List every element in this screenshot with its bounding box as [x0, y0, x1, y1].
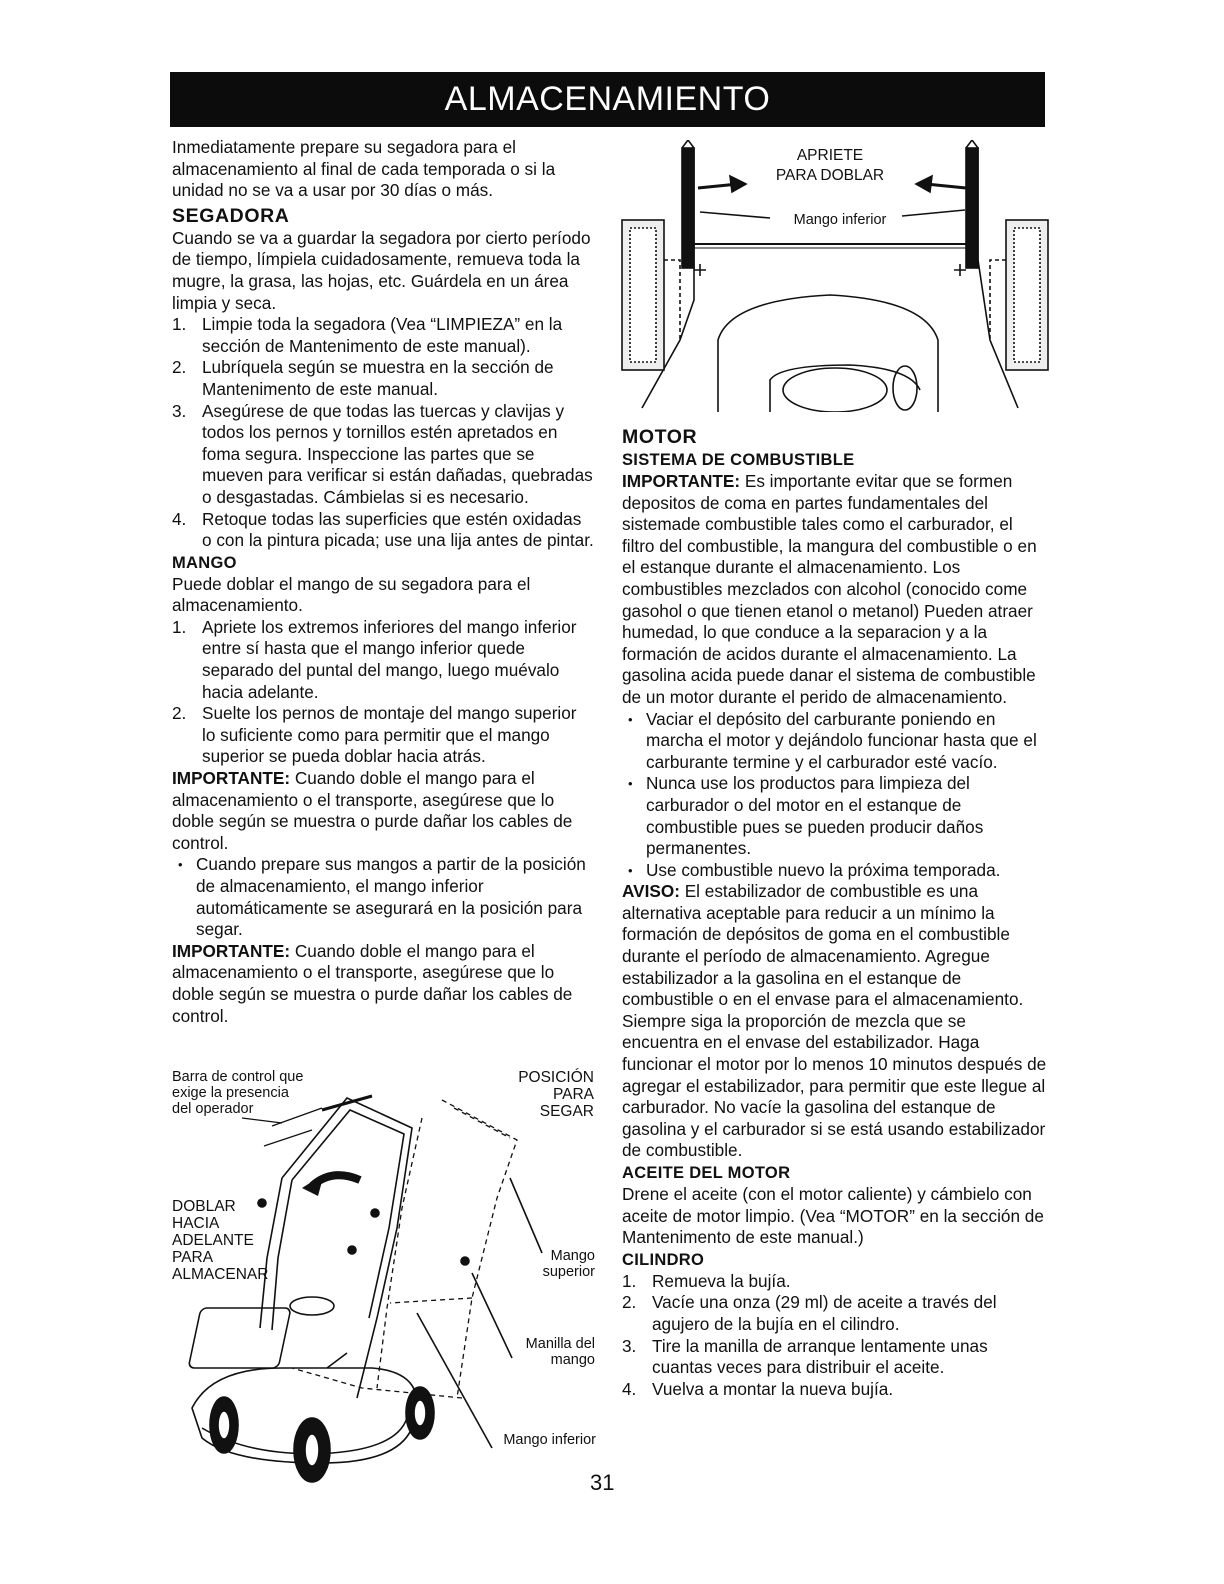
doblar-label: DOBLAR HACIA ADELANTE PARA ALMACENAR — [172, 1198, 269, 1283]
list-item: • Cuando prepare sus mangos a partir de la posición de almacenamiento, el mango inferior automáticamente se asegurará en la posición para segar. — [172, 854, 594, 940]
mango-heading: MANGO — [172, 553, 237, 572]
left-column — [172, 137, 594, 1027]
posicion-label: POSICIÓN PARA SEGAR — [518, 1069, 594, 1120]
mango-inferior-label: Mango inferior — [503, 1432, 596, 1448]
mango-steps — [172, 617, 594, 768]
list-item: 1. Apriete los extremos inferiores del mango inferior entre sí hasta que el mango inferior quede separado del puntal del mango, luego muévalo hacia adelante. — [172, 616, 577, 702]
cylinder-steps — [622, 1271, 1047, 1401]
list-item: 1. Limpie toda la segadora (Vea “LIMPIEZA” en la sección de Mantenimento de este manual). — [172, 314, 563, 356]
fuel-important: IMPORTANTE: Es importante evitar que se formen depositos de coma en partes fundamentales del sistemade combustible tales como el carburador, el filtro del combustible, la mangura del combustible o en el estanque durante el almacenamiento. Los combustibles mezclados con alcohol (conocido come gasohol o que tienen etanol o metanol) Pueden atraer humedad, lo que conduce a la separacion y a la formación de acidos durante el almacenamiento. La gasolina acida puede danar el sistema de combustible de un motor durante el perido de almacenamiento. — [622, 471, 1037, 707]
page-number: 31 — [590, 1470, 615, 1495]
intro-paragraph: Inmediatamente prepare su segadora para el almacenamiento al final de cada temporada o si la unidad no se va a usar por 30 días o más. — [172, 137, 556, 201]
mango-bullets — [172, 854, 594, 940]
mango-superior-label: Mango superior — [542, 1248, 595, 1280]
handle-mango-inferior-label: Mango inferior — [793, 212, 887, 228]
right-column — [622, 423, 1047, 1400]
list-item: 3. Tire la manilla de arranque lentamente unas cuantas veces para distribuir el aceite. — [622, 1335, 988, 1378]
oil-paragraph: Drene el aceite (con el motor caliente) y cámbielo con aceite de motor limpio. (Vea “MOTOR” en la sección de Mantenimento de este manual.) — [622, 1184, 1044, 1248]
list-item: • Nunca use los productos para limpieza del carburador o del motor en el estanque de combustible pues se pueden producir daños permanentes. — [622, 773, 1047, 859]
motor-heading: MOTOR — [622, 426, 698, 448]
list-item: 2. Lubríquela según se muestra en la sección de Mantenimento de este manual. — [172, 357, 554, 399]
apriete-label: APRIETE — [796, 147, 864, 164]
list-item: 2. Vacíe una onza (29 ml) de aceite a través del agujero de la bujía en el cilindro. — [622, 1292, 997, 1334]
cylinder-heading: CILINDRO — [622, 1250, 705, 1269]
mango-paragraph: Puede doblar el mango de su segadora para el almacenamiento. — [172, 573, 531, 616]
mango-important-2: IMPORTANTE: Cuando doble el mango para el almacenamiento o el transporte, asegúrese que lo doble según se muestra o purde dañar los cables de control. — [172, 940, 573, 1026]
aviso-paragraph: AVISO: El estabilizador de combustible es una alternativa aceptable para reducir a un mínimo la formación de depósitos de goma en el combustible durante el período de almacenamiento. Agregue estabilizador a la gasolina en el estanque de combustible o en el envase para el almacenamiento. Siempre siga la proporción de mezcla que se encuentra en el envase del estabilizador. Haga funcionar el motor por lo menos 10 minutos después de agregar el estabilizador, para permitir que este llegue al carburador. No vacíe la gasolina del estanque de gasolina y el carburador si se está usando estabilizador de combustible. — [622, 881, 1047, 1161]
oil-heading: ACEITE DEL MOTOR — [622, 1164, 791, 1182]
manilla-label: Manilla del mango — [525, 1336, 595, 1368]
segadora-paragraph: Cuando se va a guardar la segadora por cierto período de tiempo, límpiela cuidadosamente, remueva toda la mugre, la grasa, las hojas, etc. Guárdela en un área limpia y seca. — [172, 227, 591, 313]
para-doblar-label: PARA DOBLAR — [775, 167, 885, 184]
list-item: 4. Retoque todas las superficies que estén oxidadas o con la pintura picada; use una lija antes de pintar. — [172, 508, 594, 551]
mower-fold-figure — [172, 1068, 597, 1488]
fuel-heading: SISTEMA DE COMBUSTIBLE — [622, 451, 855, 469]
section-title-banner: ALMACENAMIENTO — [170, 72, 1045, 127]
list-item: 3. Asegúrese de que todas las tuercas y clavijas y todos los pernos y tornillos estén apretados en foma segura. Inspeccione las partes que se mueven para verificar si están dañadas, quebradas o desgastadas. Cámbielas si es necesario. — [172, 400, 593, 507]
segadora-heading: SEGADORA — [172, 204, 290, 227]
list-item: 4. Vuelva a montar la nueva bujía. — [622, 1378, 894, 1399]
fuel-bullets — [622, 709, 1047, 882]
mango-important-1: IMPORTANTE: Cuando doble el mango para el almacenamiento o el transporte, asegúrese que lo doble según se muestra o purde dañar los cables de control. — [172, 768, 573, 853]
segadora-steps — [172, 314, 594, 552]
list-item: • Use combustible nuevo la próxima temporada. — [622, 860, 1047, 882]
handle-squeeze-figure — [620, 140, 1050, 412]
list-item: 1. Remueva la bujía. — [622, 1270, 791, 1291]
list-item: 2. Suelte los pernos de montaje del mango superior lo suficiente como para permitir que el mango superior se pueda doblar hacia atrás. — [172, 703, 577, 767]
barra-label: Barra de control que exige la presencia del operador — [172, 1069, 304, 1117]
list-item: • Vaciar el depósito del carburante poniendo en marcha el motor y dejándolo funcionar hasta que el carburante termine y el carburador esté vacío. — [622, 709, 1047, 774]
